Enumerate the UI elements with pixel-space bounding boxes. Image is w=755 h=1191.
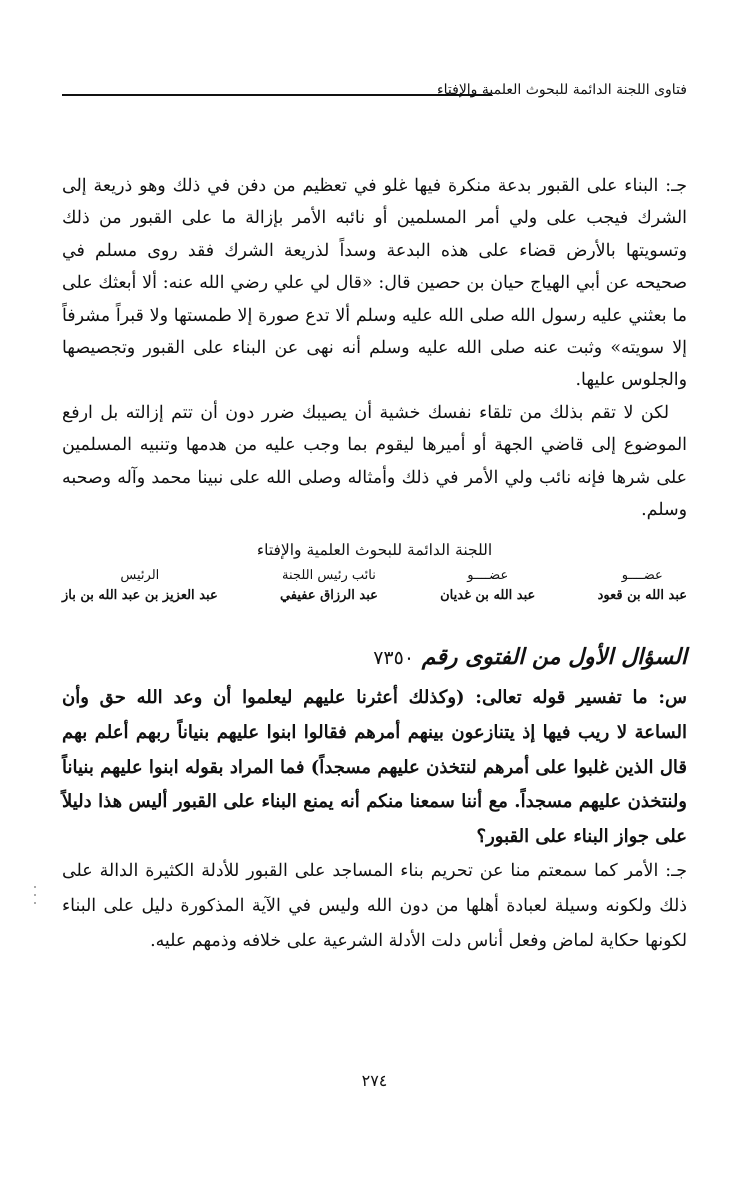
header-rule: [62, 94, 492, 96]
signatory-name: عبد العزيز بن عبد الله بن باز: [62, 588, 218, 604]
speck: [34, 902, 36, 904]
fatwa-heading-text: السؤال الأول من الفتوى رقم: [421, 644, 687, 671]
signatory-deputy-chair: [280, 566, 378, 606]
answer-text: جـ: الأمر كما سمعتم منا عن تحريم بناء المساجد على القبور للأدلة الكثيرة الدالة على ذلك ولكونه وسيلة لعبادة أهلها من دون الله وليس في الآية المذكورة دليل على البناء لكونها حكاية لماض وفعل أناس دلت الأدلة الشرعية على خلافه وذمهم عليه.: [62, 861, 687, 951]
scan-specks: [32, 880, 38, 940]
fatwa-heading: [62, 640, 687, 675]
page-number: ٢٧٤: [361, 1071, 388, 1090]
body-text: [62, 170, 687, 958]
signatory-role: عضــــو: [621, 568, 663, 584]
signatory-chair: [62, 566, 218, 606]
question-text: س: ما تفسير قوله تعالى: (وكذلك أعثرنا عليهم ليعلموا أن وعد الله حق وأن الساعة لا ريب فيها إذ يتنازعون بينهم أمرهم فقالوا ابنوا عليهم بنياناً ربهم أعلم بهم قال الذين غلبوا على أمرهم لنتخذن عليهم مسجداً) فما المراد بقوله ابنوا عليهم بنياناً ولنتخذن عليهم مسجداً. مع أننا سمعنا منكم أنه يمنع البناء على القبور أليس هذا دليلاً على جواز البناء على القبور؟: [62, 687, 687, 847]
speck: [34, 894, 36, 896]
answer-paragraph-1: جـ: البناء على القبور بدعة منكرة فيها غلو في تعظيم من دفن في ذلك وهو ذريعة إلى الشرك فيجب على ولي أمر المسلمين أو نائبه الأمر بإزالة ما على القبور من ذلك وتسويتها بالأرض قضاء على هذه البدعة وسداً لذريعة الشرك فقد روى مسلم في صحيحه عن أبي الهياج حيان بن حصين قال: «قال لي علي رضي الله عنه: ألا أبعثك على ما بعثني عليه رسول الله صلى الله عليه وسلم ألا تدع صورة إلا طمستها ولا قبراً مشرفاً إلا سويته» وثبت عنه صلى الله عليه وسلم أنه نهى عن البناء على القبور وتجصيصها والجلوس عليها.: [62, 176, 687, 391]
running-title: فتاوى اللجنة الدائمة للبحوث العلمية والإفتاء: [437, 82, 687, 98]
signatory-name: عبد الرزاق عفيفي: [279, 588, 378, 604]
signatory-role: الرئيس: [120, 568, 160, 584]
signatory-role: نائب رئيس اللجنة: [282, 568, 376, 584]
speck: [34, 886, 36, 888]
signatory-member-2: [440, 566, 535, 606]
fatwa-number: ٧٣٥٠: [373, 647, 415, 670]
signatories: [62, 566, 687, 606]
signatory-member-1: [598, 566, 687, 606]
signatory-name: عبد الله بن غديان: [440, 588, 536, 604]
committee-title: اللجنة الدائمة للبحوث العلمية والإفتاء: [256, 541, 493, 560]
signatory-role: عضــــو: [467, 568, 509, 584]
signatory-name: عبد الله بن قعود: [597, 588, 687, 604]
page-content: [62, 70, 687, 1150]
answer-paragraph-2: لكن لا تقم بذلك من تلقاء نفسك خشية أن يصيبك ضرر دون أن تتم إزالته بل ارفع الموضوع إلى قاضي الجهة أو أميرها ليقوم بما وجب عليه من هدمها وتنبيه المسلمين على شرها فإنه نائب ولي الأمر في ذلك وأمثاله وصلى الله على نبينا محمد وآله وصحبه وسلم.: [62, 402, 687, 521]
